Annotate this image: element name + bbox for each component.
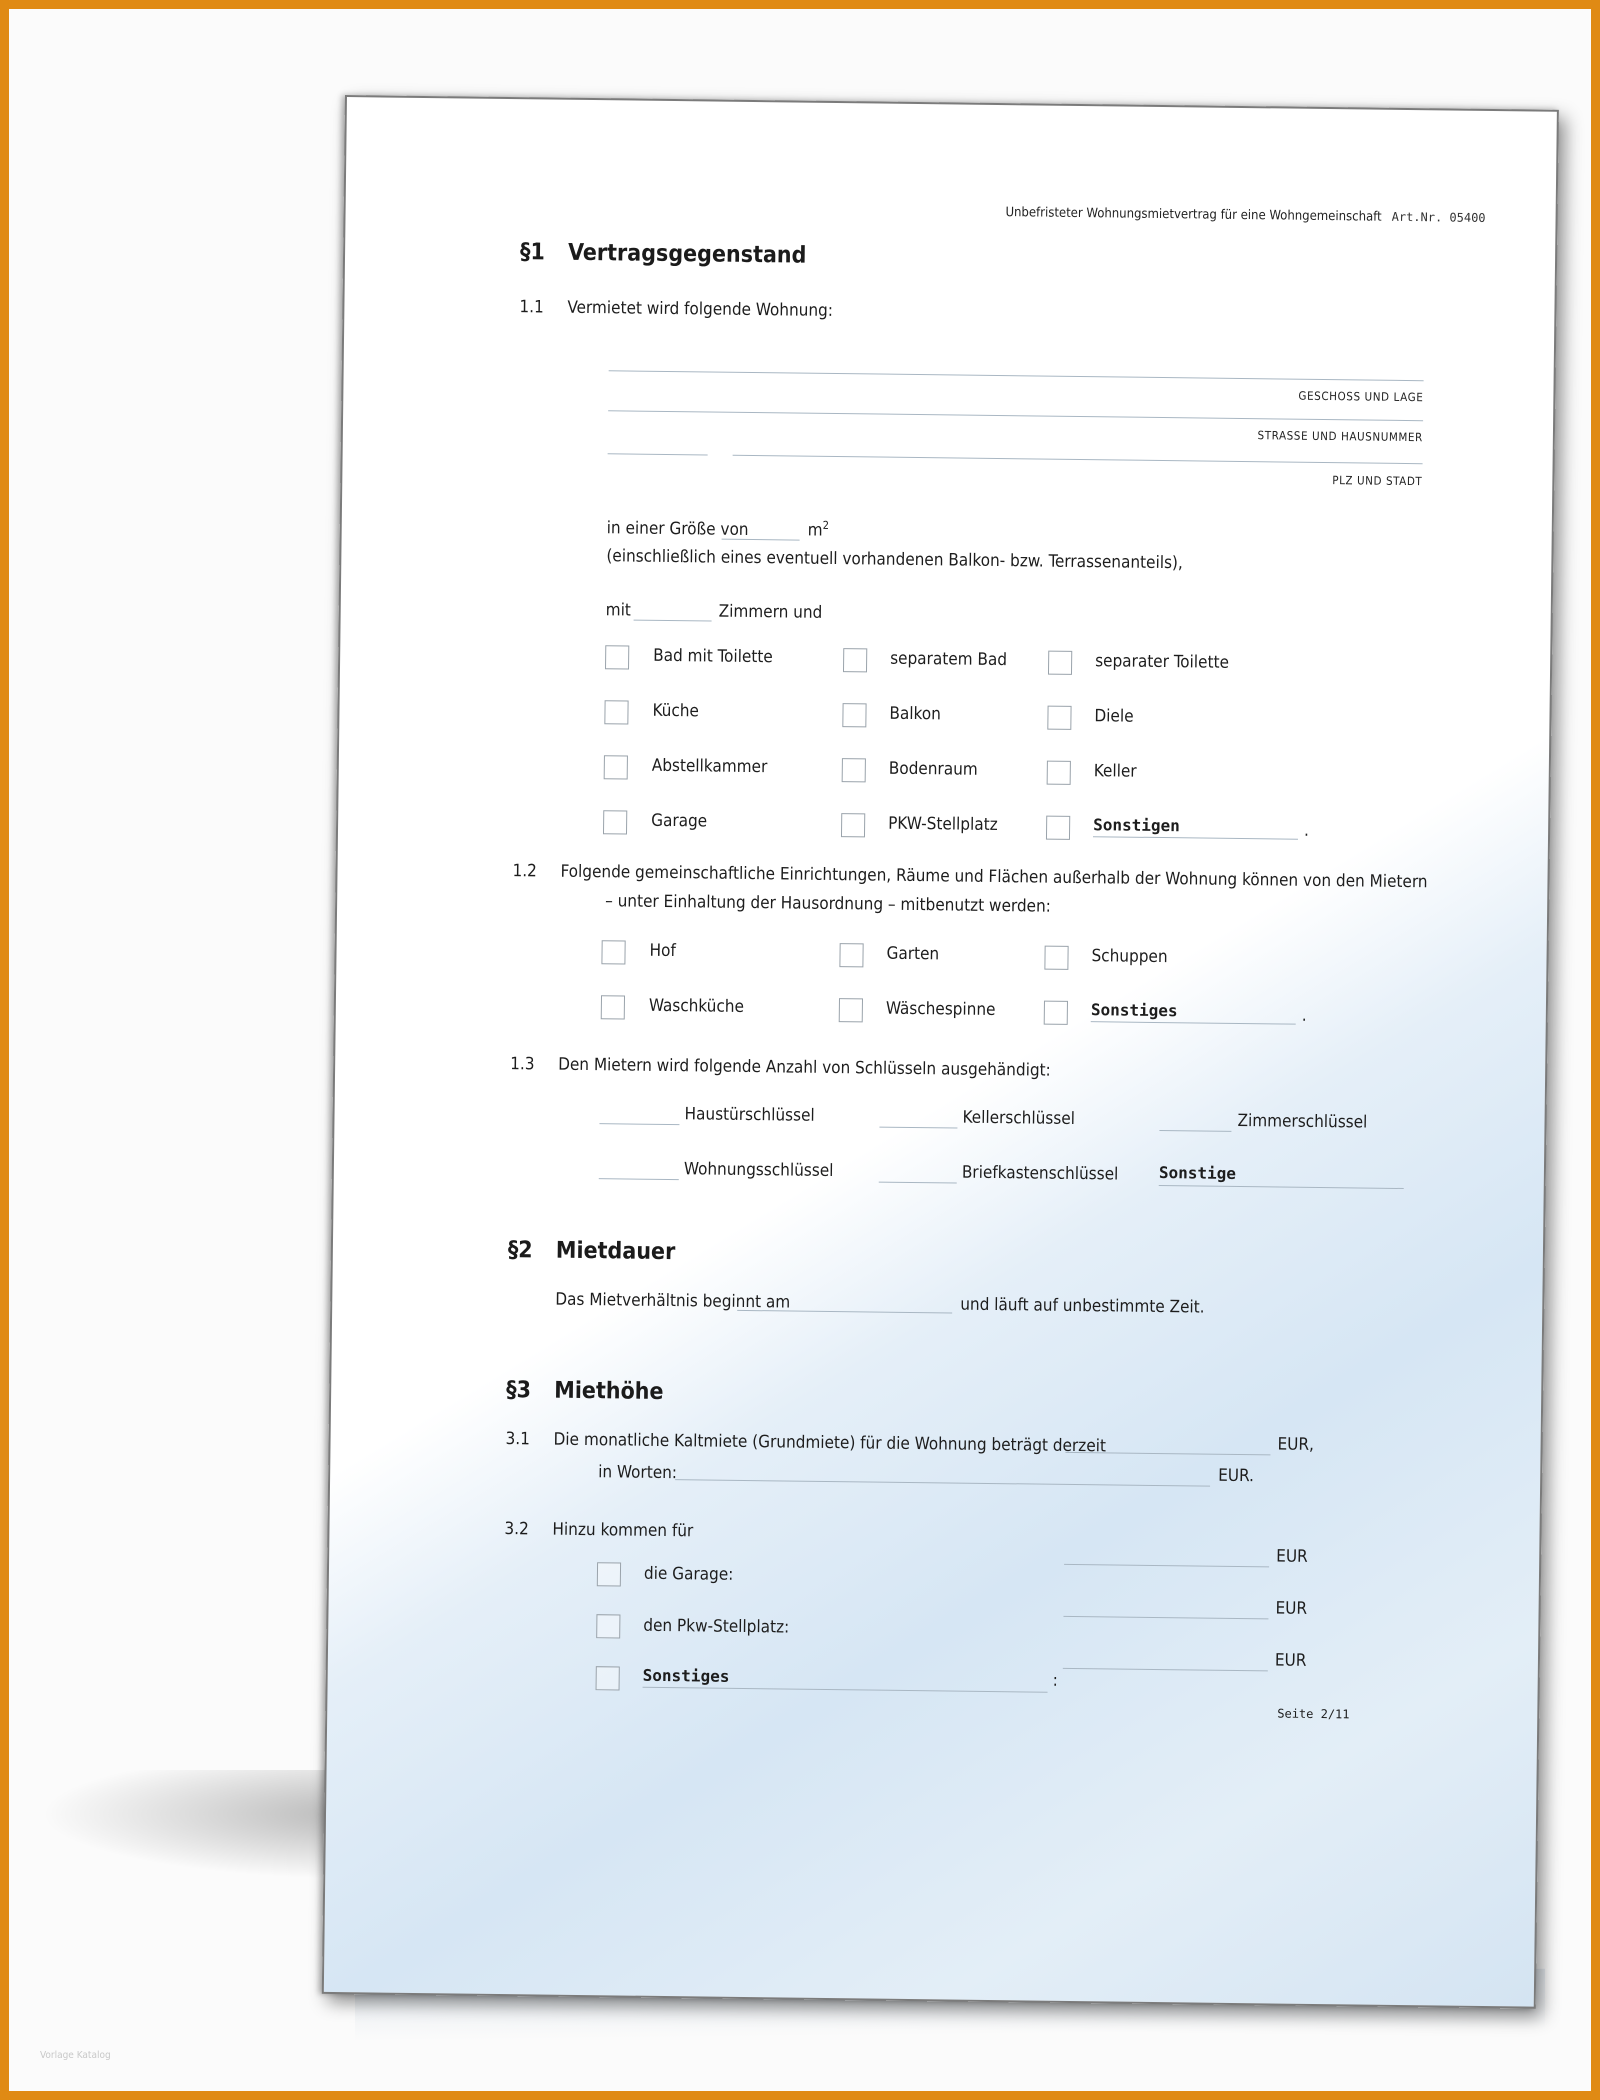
para-1-3-number: 1.3 [510,1054,535,1075]
mietdauer-text-start: Das Mietverhältnis beginnt am [555,1289,791,1313]
shared-label: Hof [649,940,676,962]
para-3-2-text: Hinzu kommen für [552,1519,694,1542]
room-label: Keller [1093,761,1137,782]
stadt-field[interactable] [733,455,1423,464]
room-label: Bad mit Toilette [653,645,773,668]
checkbox-pkw-cost[interactable] [596,1614,620,1638]
geschoss-caption: GESCHOSS UND LAGE [1298,388,1424,405]
keller-count-field[interactable] [879,1127,957,1129]
room-label: Garage [651,810,708,832]
room-label-sonstigen: Sonstigen [1093,815,1180,836]
checkbox-diele[interactable] [1047,706,1071,730]
extra-item-label: die Garage: [643,1563,734,1585]
plz-caption: PLZ UND STADT [1332,473,1423,489]
room-label: separatem Bad [890,648,1008,671]
shared-label: Schuppen [1091,946,1168,968]
room-label: PKW-Stellplatz [888,813,998,836]
sonstiges-eur: EUR [1274,1650,1307,1671]
checkbox-garage[interactable] [603,810,627,834]
sonstigen-field[interactable] [1093,836,1298,840]
sonstiges-period: . [1301,1005,1307,1026]
kaltmiete-eur: EUR, [1277,1434,1315,1455]
checkbox-pkw-stellplatz[interactable] [841,813,865,837]
section-3-heading: §3 Miethöhe [506,1377,664,1405]
rooms-prefix: mit [605,600,632,621]
sonstiges-cost-desc-field[interactable] [643,1687,1048,1693]
shared-label: Waschküche [648,995,745,1017]
geschoss-field[interactable] [609,370,1424,381]
garage-cost-field[interactable] [1064,1564,1269,1568]
para-1-2-number: 1.2 [512,861,537,882]
document-page [322,95,1559,2009]
room-label: Balkon [889,703,942,725]
section-1-heading: §1 Vertragsgegenstand [519,239,807,269]
room-label: Küche [652,700,700,722]
page-number: Seite 2/11 [1277,1706,1350,1722]
briefkasten-count-field[interactable] [879,1182,957,1184]
zimmer-count-field[interactable] [1159,1130,1231,1132]
shared-label: Garten [886,943,940,965]
shared-label: Wäschespinne [885,998,996,1021]
checkbox-separater-toilette[interactable] [1048,651,1072,675]
pkw-cost-field[interactable] [1063,1616,1268,1620]
extra-item-label: den Pkw-Stellplatz: [643,1615,790,1638]
para-3-1-number: 3.1 [505,1429,531,1450]
checkbox-waeschespinne[interactable] [839,998,863,1022]
sonstiges-shared-field[interactable] [1091,1021,1296,1025]
checkbox-sonstigen[interactable] [1046,816,1070,840]
article-number: Art.Nr. 05400 [1391,209,1486,225]
mietdauer-text-end: und läuft auf unbestimmte Zeit. [960,1294,1205,1318]
rooms-suffix: Zimmern und [718,601,823,623]
para-3-1-text: Die monatliche Kaltmiete (Grundmiete) für die Wohnung beträgt derzeit [553,1429,1107,1457]
strasse-caption: STRASSE UND HAUSNUMMER [1257,428,1423,445]
extra-item-label-sonstiges: Sonstiges [642,1665,730,1686]
wohnung-count-field[interactable] [599,1178,679,1180]
room-label: Abstellkammer [651,755,768,778]
plz-field[interactable] [608,453,708,455]
room-label: separater Toilette [1095,651,1230,673]
checkbox-sonstiges-cost[interactable] [596,1666,620,1690]
key-label: Briefkastenschlüssel [961,1162,1119,1185]
para-1-1-text: Vermietet wird folgende Wohnung: [567,297,834,321]
checkbox-keller[interactable] [1047,761,1071,785]
sonstiges-cost-field[interactable] [1063,1668,1268,1672]
shared-label-sonstiges: Sonstiges [1090,1000,1178,1021]
size-unit: $m^2$ [807,518,830,541]
key-label: Wohnungsschlüssel [683,1159,834,1182]
watermark: Vorlage Katalog [40,2050,111,2061]
key-label: Zimmerschlüssel [1237,1110,1368,1133]
para-1-2-line1: Folgende gemeinschaftliche Einrichtungen, Räume und Flächen außerhalb der Wohnung können von den Mietern [560,861,1428,893]
checkbox-bodenraum[interactable] [842,758,866,782]
pkw-eur: EUR [1275,1598,1308,1619]
checkbox-waschkueche[interactable] [601,995,625,1019]
checkbox-balkon[interactable] [842,703,866,727]
sonstige-keys-field[interactable] [1159,1185,1404,1189]
sonstigen-period: . [1303,820,1310,841]
checkbox-garten[interactable] [839,943,863,967]
checkbox-kueche[interactable] [604,700,628,724]
para-3-2-number: 3.2 [504,1519,529,1540]
room-label: Bodenraum [888,758,978,780]
checkbox-abstellkammer[interactable] [604,755,628,779]
checkbox-schuppen[interactable] [1044,946,1068,970]
checkbox-separatem-bad[interactable] [843,648,867,672]
key-label-sonstige: Sonstige [1158,1163,1237,1183]
in-worten-field[interactable] [675,1479,1210,1487]
size-label: in einer Größe von [606,518,749,540]
para-1-3-text: Den Mietern wird folgende Anzahl von Schlüsseln ausgehändigt: [558,1054,1051,1081]
document-header [1005,205,1485,226]
checkbox-garage-cost[interactable] [597,1562,621,1586]
key-label: Kellerschlüssel [962,1107,1076,1129]
document-title: Unbefristeter Wohnungsmietvertrag für eine Wohngemeinschaft [1005,205,1382,225]
key-label: Haustürschlüssel [684,1104,815,1126]
strasse-field[interactable] [608,410,1423,421]
para-1-1-number: 1.1 [519,297,544,318]
sonstiges-colon: : [1052,1670,1058,1691]
in-worten-label: in Worten: [598,1462,678,1484]
rooms-count-field[interactable] [634,620,712,622]
in-worten-eur: EUR. [1218,1465,1255,1487]
checkbox-bad-mit-toilette[interactable] [605,645,629,669]
section-2-heading: §2 Mietdauer [507,1237,676,1266]
size-field[interactable] [722,539,800,541]
haustuer-count-field[interactable] [599,1123,679,1125]
checkbox-sonstiges-shared[interactable] [1044,1001,1068,1025]
checkbox-hof[interactable] [601,940,625,964]
room-label: Diele [1094,706,1134,727]
para-1-2-line2: – unter Einhaltung der Hausordnung – mitbenutzt werden: [605,891,1052,917]
size-note: (einschließlich eines eventuell vorhandenen Balkon- bzw. Terrassenanteils), [606,546,1183,574]
garage-eur: EUR [1276,1546,1308,1567]
